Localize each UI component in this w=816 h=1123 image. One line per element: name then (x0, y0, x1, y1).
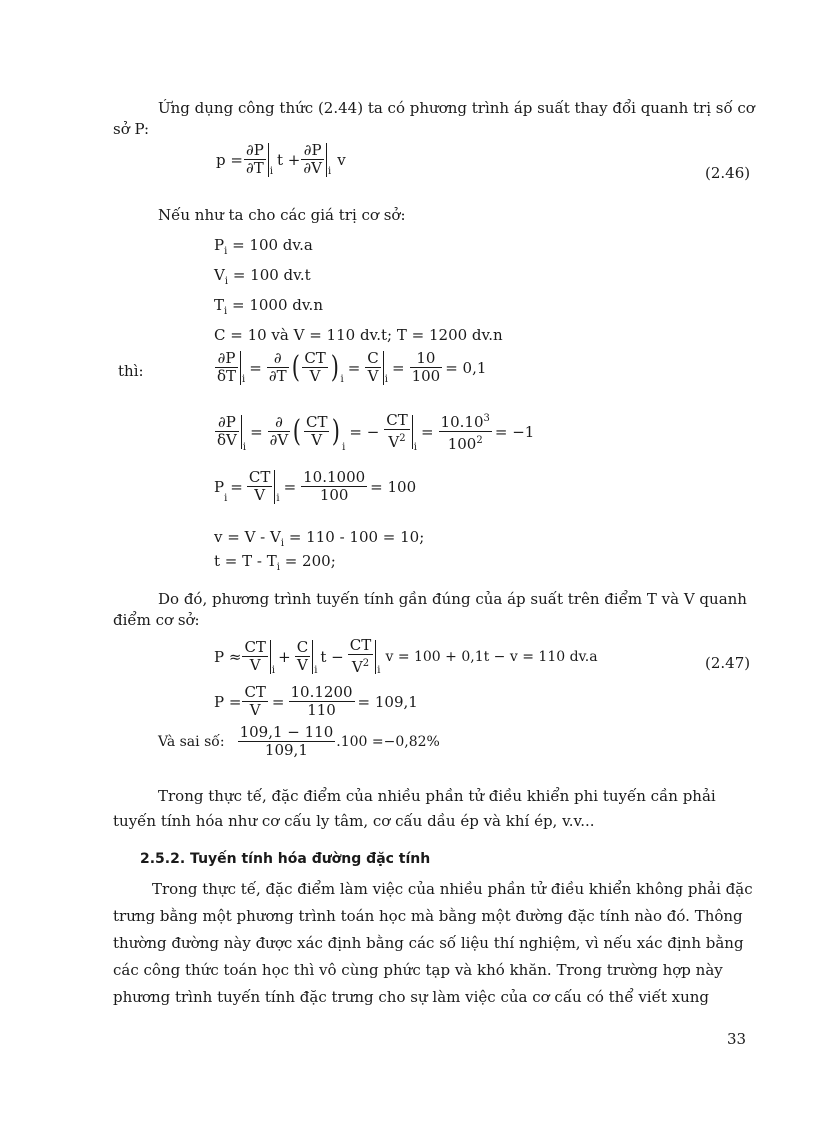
paragraph-1-line-1: Trong thực tế, đặc điểm của nhiều phần tử điều khiển phi tuyến cần phải (158, 787, 716, 805)
eq-mid: t + (277, 150, 301, 169)
frac-den: ∂T (246, 159, 264, 177)
paragraph-2-line-2: trưng bằng một phương trình toán học mà bằng một đường đặc tính nào đó. Thông (113, 907, 743, 925)
given-line-vi: $V_i = 100$ dv.t (214, 266, 311, 287)
section-heading: 2.5.2. Tuyến tính hóa đường đặc tính (140, 851, 431, 867)
frac-num: ∂P (301, 142, 324, 160)
equation-label-2-46: (2.46) (705, 164, 751, 182)
pi-value: P i = $\frac{CT}{V}$ i = $\frac{10.1000}{100}$ = 100 (214, 468, 417, 504)
eval-sub: i (269, 166, 274, 177)
equation-2-47: P ≈ $\frac{CT}{V}$ i + $\frac{C}{V}$ i t − $\frac{CT}{V^2}$ i v = 100 + 0,1t − v = 110 dv.a (214, 636, 598, 676)
t-line: $t = T - T_i = 200$; (214, 552, 336, 573)
intro-line-2: sở P: (113, 120, 150, 138)
paragraph-2-line-4: các công thức toán học thì vô cùng phức tạp và khó khăn. Trong trường hợp này (113, 961, 723, 979)
therefore-line-1: Do đó, phương trình tuyến tính gần đúng của áp suất trên điểm T và V quanh (158, 590, 747, 608)
derivative-dp-dv: $\frac{\partial P}{\delta V}$ i = $\frac{\partial}{\partial V}$ ( $\frac{CT}{V}$ ) i = − $\frac{CT}{V^2}$ i = $\frac{10.10^3}{100^2}$ = −1 (217, 411, 535, 453)
paragraph-1-line-2: tuyến tính hóa như cơ cấu ly tâm, cơ cấu dầu ép và khí ép, v.v... (113, 812, 595, 830)
page-number: 33 (727, 1030, 747, 1048)
paragraph-2-line-3: thường đường này được xác định bằng các số liệu thí nghiệm, vì nếu xác định bằng (113, 934, 744, 952)
error-line: Và sai số: $\frac{109,1 - 110}{109,1}$ .100 =−0,82% (158, 723, 440, 759)
given-line-c: C = 10 và V = 110 dv.t; T = 1200 dv.n (214, 326, 503, 344)
frac-den: ∂V (303, 159, 322, 177)
eval-sub: i (327, 166, 332, 177)
equation-2-46 (216, 142, 346, 177)
eq-tail: v (337, 150, 346, 169)
eq-lhs: p = (216, 150, 243, 169)
paragraph-2-line-5: phương trình tuyến tính đặc trưng cho sự làm việc của cơ cấu có thể viết xung (113, 988, 710, 1006)
intro-line-1: Ứng dụng công thức (2.44) ta có phương trình áp suất thay đổi quanh trị số cơ (158, 99, 755, 117)
frac-num: ∂P (245, 141, 264, 159)
given-intro: Nếu như ta cho các giá trị cơ sở: (158, 206, 406, 224)
derivative-dp-dt: $\frac{\partial P}{\delta T}$ i = $\frac{\partial}{\partial T}$ ( $\frac{CT}{V}$ ) i = $\frac{C}{V}$ i = $\frac{10}{100}$ = 0,1 (217, 349, 487, 385)
then-label: thì: (118, 362, 144, 380)
paragraph-2-line-1: Trong thực tế, đặc điểm làm việc của nhiều phần tử điều khiển không phải đặc (152, 880, 753, 898)
given-line-ti: $T_i = 1000$ dv.n (214, 296, 323, 317)
v-line: $v = V - V_i = 110 - 100 = 10$; (214, 528, 425, 549)
therefore-line-2: điểm cơ sở: (113, 611, 200, 629)
p-exact: P = $\frac{CT}{V}$ = $\frac{10.1200}{110}$ = 109,1 (214, 683, 418, 719)
given-line-pi: $P_i = 100$ dv.a (214, 236, 313, 257)
equation-label-2-47: (2.47) (705, 654, 751, 672)
